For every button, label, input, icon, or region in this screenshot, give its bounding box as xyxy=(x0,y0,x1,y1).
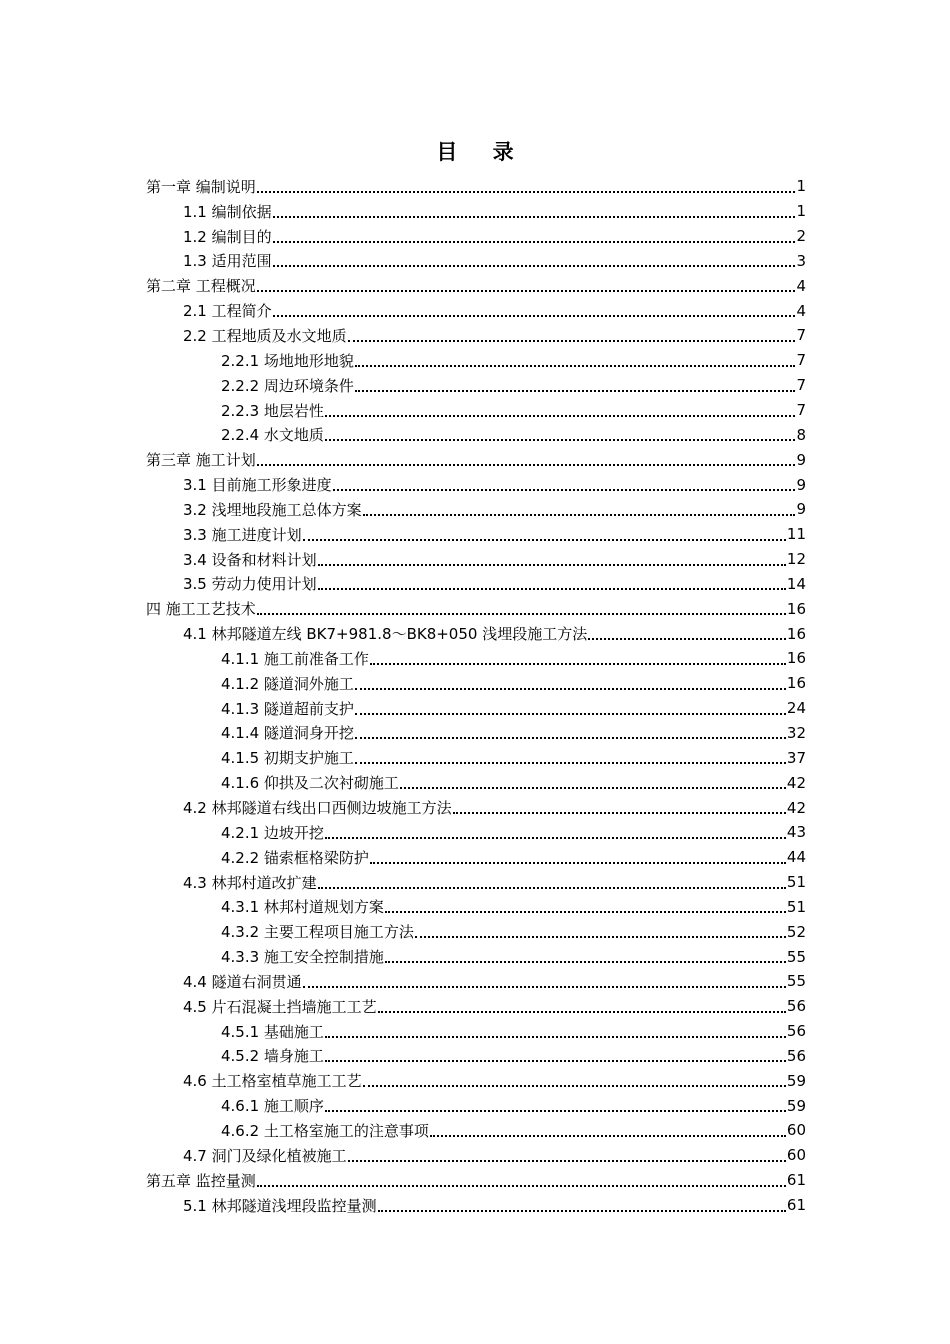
toc-dot-leader xyxy=(348,339,796,342)
toc-page-number: 9 xyxy=(796,500,806,519)
toc-page-number: 12 xyxy=(786,550,806,569)
toc-entry-text: 4.3.1 林邦村道规划方案 xyxy=(221,898,384,917)
toc-entry-text: 3.4 设备和材料计划 xyxy=(183,550,317,569)
toc-dot-leader xyxy=(325,836,786,839)
toc-entry-text: 4.2 林邦隧道右线出口西侧边坡施工方法 xyxy=(183,799,452,818)
toc-entry-text: 4.7 洞门及绿化植被施工 xyxy=(183,1146,347,1165)
toc-entry[interactable] xyxy=(146,547,806,572)
toc-entry-text: 4.4 隧道右洞贯通 xyxy=(183,972,302,991)
toc-page-number: 59 xyxy=(786,1071,806,1090)
toc-entry[interactable] xyxy=(146,224,806,249)
toc-entry[interactable] xyxy=(146,447,806,472)
toc-entry[interactable] xyxy=(146,696,806,721)
toc-page-number: 7 xyxy=(796,351,806,370)
toc-entry-text: 第五章 监控量测 xyxy=(146,1171,256,1190)
toc-dot-leader xyxy=(325,438,796,441)
toc-page-number: 16 xyxy=(786,649,806,668)
toc-entry[interactable] xyxy=(146,1068,806,1093)
toc-dot-leader xyxy=(355,761,786,764)
toc-entry-text: 4.1.6 仰拱及二次衬砌施工 xyxy=(221,774,399,793)
toc-entry[interactable] xyxy=(146,323,806,348)
toc-entry-text: 4.1.4 隧道洞身开挖 xyxy=(221,724,354,743)
toc-dot-leader xyxy=(385,910,786,913)
toc-page-number: 44 xyxy=(786,848,806,867)
toc-entry[interactable] xyxy=(146,1044,806,1069)
toc-entry[interactable] xyxy=(146,273,806,298)
toc-entry[interactable] xyxy=(146,621,806,646)
toc-page-number: 59 xyxy=(786,1096,806,1115)
toc-page-number: 16 xyxy=(786,674,806,693)
toc-entry-text: 2.1 工程简介 xyxy=(183,302,272,321)
toc-entry-text: 4.6.1 施工顺序 xyxy=(221,1097,324,1116)
toc-entry-text: 4.3.2 主要工程项目施工方法 xyxy=(221,923,414,942)
toc-dot-leader xyxy=(355,712,786,715)
toc-dot-leader xyxy=(370,662,786,665)
toc-dot-leader xyxy=(325,1109,786,1112)
toc-entry-text: 1.2 编制目的 xyxy=(183,227,272,246)
toc-dot-leader xyxy=(325,1059,786,1062)
toc-entry-text: 2.2.4 水文地质 xyxy=(221,426,324,445)
toc-page-number: 56 xyxy=(786,1022,806,1041)
toc-page-number: 7 xyxy=(796,401,806,420)
toc-entry[interactable] xyxy=(146,994,806,1019)
toc-entry[interactable] xyxy=(146,398,806,423)
toc-entry-text: 3.2 浅埋地段施工总体方案 xyxy=(183,500,362,519)
toc-entry[interactable] xyxy=(146,795,806,820)
toc-page-number: 56 xyxy=(786,997,806,1016)
toc-page-number: 61 xyxy=(786,1196,806,1215)
toc-dot-leader xyxy=(385,960,786,963)
toc-entry[interactable] xyxy=(146,1019,806,1044)
toc-entry-text: 4.1.2 隧道洞外施工 xyxy=(221,674,354,693)
toc-dot-leader xyxy=(333,488,796,491)
toc-dot-leader xyxy=(355,687,786,690)
toc-dot-leader xyxy=(370,861,786,864)
toc-dot-leader xyxy=(378,1010,786,1013)
toc-entry[interactable] xyxy=(146,422,806,447)
toc-entry-text: 4.3.3 施工安全控制措施 xyxy=(221,948,384,967)
toc-page-number: 9 xyxy=(796,450,806,469)
toc-page-number: 43 xyxy=(786,823,806,842)
toc-page-number: 61 xyxy=(786,1171,806,1190)
toc-dot-leader xyxy=(400,786,786,789)
toc-dot-leader xyxy=(588,637,786,640)
toc-page-number: 2 xyxy=(796,227,806,246)
toc-dot-leader xyxy=(303,985,786,988)
toc-page-number: 16 xyxy=(786,624,806,643)
toc-entry[interactable] xyxy=(146,770,806,795)
toc-entry[interactable] xyxy=(146,646,806,671)
toc-page-number: 9 xyxy=(796,475,806,494)
toc-page-number: 55 xyxy=(786,972,806,991)
toc-page-number: 1 xyxy=(796,202,806,221)
toc-dot-leader xyxy=(378,1209,786,1212)
toc-entry-text: 3.5 劳动力使用计划 xyxy=(183,575,317,594)
toc-page-number: 14 xyxy=(786,574,806,593)
toc-entry-text: 4.6.2 土工格室施工的注意事项 xyxy=(221,1121,429,1140)
toc-page-number: 1 xyxy=(796,177,806,196)
toc-entry[interactable] xyxy=(146,199,806,224)
toc-entry[interactable] xyxy=(146,249,806,274)
toc-entry[interactable] xyxy=(146,572,806,597)
toc-entry[interactable] xyxy=(146,373,806,398)
toc-page-number: 52 xyxy=(786,922,806,941)
toc-dot-leader xyxy=(257,1184,786,1187)
toc-page-number: 16 xyxy=(786,599,806,618)
toc-dot-leader xyxy=(355,389,796,392)
toc-dot-leader xyxy=(273,314,796,317)
toc-dot-leader xyxy=(363,1084,786,1087)
toc-entry-text: 1.3 适用范围 xyxy=(183,252,272,271)
toc-entry-text: 4.1.1 施工前准备工作 xyxy=(221,649,369,668)
toc-dot-leader xyxy=(415,935,786,938)
toc-dot-leader xyxy=(430,1134,786,1137)
toc-dot-leader xyxy=(318,886,786,889)
toc-page-number: 60 xyxy=(786,1121,806,1140)
toc-dot-leader xyxy=(318,563,786,566)
toc-page-number: 4 xyxy=(796,276,806,295)
toc-title: 目 录 xyxy=(436,140,528,164)
toc-entry-text: 第一章 编制说明 xyxy=(146,177,256,196)
toc-entry-text: 4.5 片石混凝土挡墙施工工艺 xyxy=(183,997,377,1016)
toc-page-number: 32 xyxy=(786,723,806,742)
toc-entry[interactable] xyxy=(146,721,806,746)
toc-page-number: 37 xyxy=(786,748,806,767)
toc-page-number: 7 xyxy=(796,326,806,345)
toc-dot-leader xyxy=(273,264,796,267)
toc-entry-text: 4.2.1 边坡开挖 xyxy=(221,823,324,842)
toc-entry[interactable] xyxy=(146,1093,806,1118)
toc-entry-text: 2.2 工程地质及水文地质 xyxy=(183,326,347,345)
toc-entry[interactable] xyxy=(146,174,806,199)
toc-entry-text: 2.2.2 周边环境条件 xyxy=(221,376,354,395)
toc-entry[interactable] xyxy=(146,348,806,373)
toc-page-number: 55 xyxy=(786,947,806,966)
toc-entry-text: 1.1 编制依据 xyxy=(183,202,272,221)
toc-entry-text: 2.2.1 场地地形地貌 xyxy=(221,351,354,370)
toc-entry[interactable] xyxy=(146,845,806,870)
toc-page-number: 56 xyxy=(786,1046,806,1065)
toc-entry-text: 2.2.3 地层岩性 xyxy=(221,401,324,420)
toc-page-number: 3 xyxy=(796,251,806,270)
toc-page-number: 11 xyxy=(786,525,806,544)
toc-dot-leader xyxy=(318,587,786,590)
toc-entry-text: 4.1.5 初期支护施工 xyxy=(221,749,354,768)
toc-dot-leader xyxy=(273,240,796,243)
toc-entry-text: 4.6 土工格室植草施工工艺 xyxy=(183,1072,362,1091)
toc-page-number: 42 xyxy=(786,798,806,817)
toc-entry-text: 4.5.2 墙身施工 xyxy=(221,1047,324,1066)
toc-entry[interactable] xyxy=(146,745,806,770)
toc-dot-leader xyxy=(325,1035,786,1038)
toc-dot-leader xyxy=(348,1159,786,1162)
toc-entry[interactable] xyxy=(146,472,806,497)
toc-entry-text: 第二章 工程概况 xyxy=(146,277,256,296)
toc-list xyxy=(146,174,806,1217)
toc-page-number: 42 xyxy=(786,773,806,792)
toc-dot-leader xyxy=(325,414,796,417)
toc-dot-leader xyxy=(257,190,796,193)
toc-entry-text: 4.1 林邦隧道左线 BK7+981.8～BK8+050 浅埋段施工方法 xyxy=(183,625,588,644)
toc-dot-leader xyxy=(355,364,796,367)
toc-entry[interactable] xyxy=(146,522,806,547)
toc-entry[interactable] xyxy=(146,596,806,621)
toc-entry-text: 4.1.3 隧道超前支护 xyxy=(221,699,354,718)
toc-page-number: 4 xyxy=(796,301,806,320)
toc-entry[interactable] xyxy=(146,671,806,696)
toc-entry-text: 5.1 林邦隧道浅埋段监控量测 xyxy=(183,1196,377,1215)
toc-entry[interactable] xyxy=(146,969,806,994)
toc-entry[interactable] xyxy=(146,298,806,323)
toc-entry[interactable] xyxy=(146,944,806,969)
toc-entry[interactable] xyxy=(146,1193,806,1218)
toc-page-number: 51 xyxy=(786,897,806,916)
toc-page-number: 24 xyxy=(786,699,806,718)
toc-entry-text: 4.3 林邦村道改扩建 xyxy=(183,873,317,892)
toc-entry[interactable] xyxy=(146,919,806,944)
toc-entry[interactable] xyxy=(146,497,806,522)
toc-entry[interactable] xyxy=(146,820,806,845)
toc-dot-leader xyxy=(355,736,786,739)
toc-entry-text: 4.5.1 基础施工 xyxy=(221,1022,324,1041)
toc-page-number: 7 xyxy=(796,376,806,395)
toc-entry-text: 4.2.2 锚索框格梁防护 xyxy=(221,848,369,867)
toc-dot-leader xyxy=(257,612,786,615)
toc-entry[interactable] xyxy=(146,1143,806,1168)
toc-entry[interactable] xyxy=(146,870,806,895)
toc-dot-leader xyxy=(257,289,796,292)
toc-page-number: 51 xyxy=(786,873,806,892)
toc-entry-text: 3.1 目前施工形象进度 xyxy=(183,476,332,495)
toc-page-number: 60 xyxy=(786,1146,806,1165)
toc-page-number: 8 xyxy=(796,425,806,444)
toc-entry[interactable] xyxy=(146,894,806,919)
toc-dot-leader xyxy=(363,513,796,516)
toc-dot-leader xyxy=(303,538,786,541)
toc-entry[interactable] xyxy=(146,1118,806,1143)
toc-entry-text: 四 施工工艺技术 xyxy=(146,600,256,619)
toc-dot-leader xyxy=(453,811,786,814)
toc-entry[interactable] xyxy=(146,1168,806,1193)
toc-entry-text: 第三章 施工计划 xyxy=(146,451,256,470)
toc-entry-text: 3.3 施工进度计划 xyxy=(183,525,302,544)
toc-dot-leader xyxy=(257,463,796,466)
toc-dot-leader xyxy=(273,215,796,218)
